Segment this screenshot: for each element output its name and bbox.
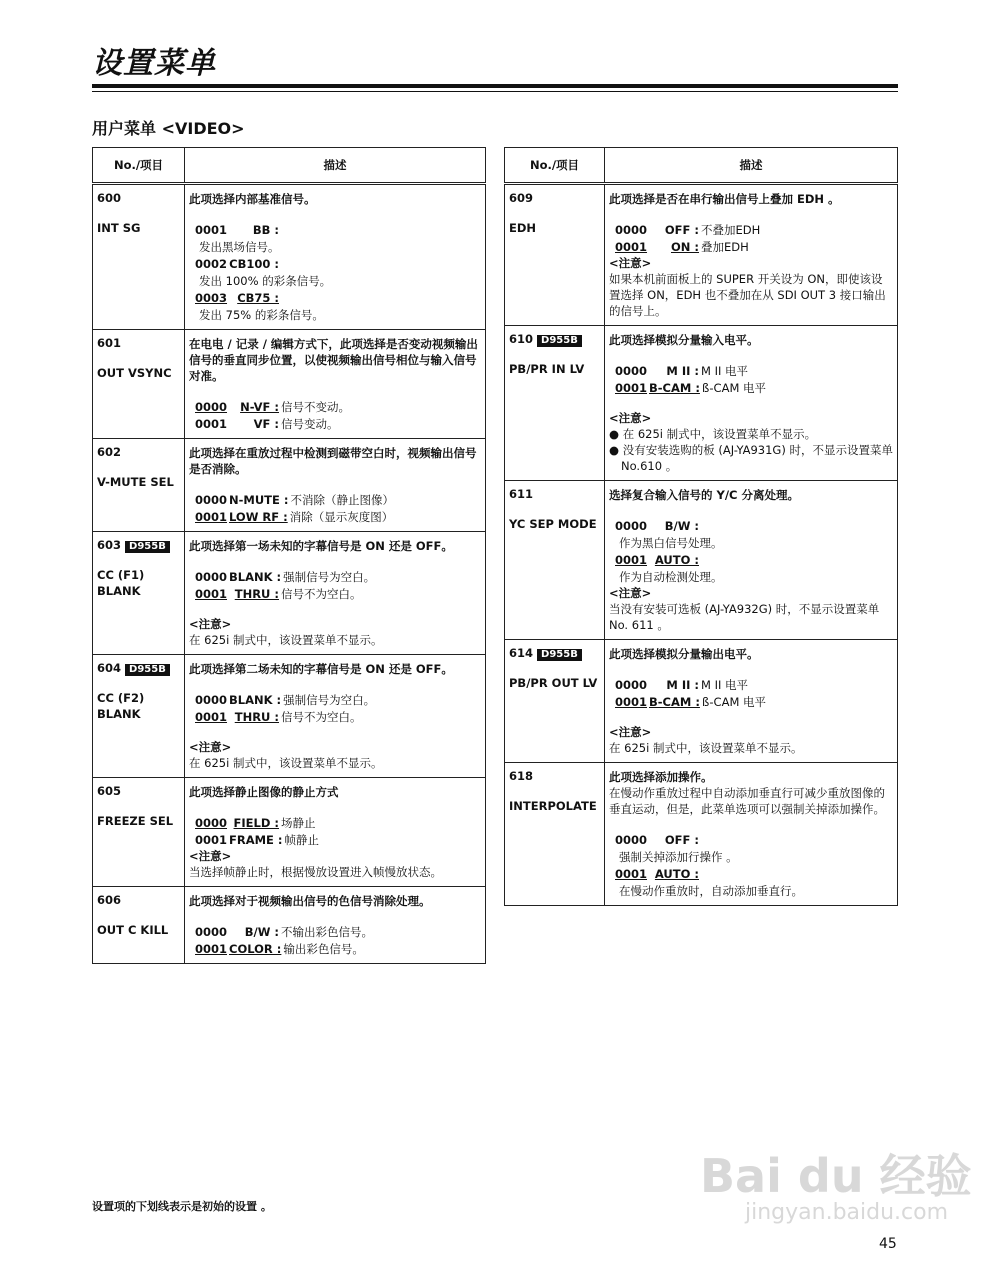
option-line <box>609 380 893 396</box>
spacer <box>189 725 481 739</box>
note-content: 在 625i 制式中，该设置菜单不显示。 <box>189 633 383 647</box>
option-description: 作为黑白信号处理。 <box>619 536 723 550</box>
spacer <box>189 800 481 814</box>
spacer <box>609 817 893 831</box>
menu-item-name: INT SG <box>97 221 141 235</box>
note-text <box>189 632 481 648</box>
spacer <box>189 909 481 923</box>
menu-number-cell <box>93 184 185 330</box>
spacer <box>609 396 893 410</box>
option-name: LOW RF : <box>229 510 288 524</box>
option-description: 发出 75% 的彩条信号。 <box>199 308 324 322</box>
option-line <box>189 832 481 848</box>
option-code: 0001 <box>195 510 228 524</box>
option-code: 0001 <box>195 942 228 956</box>
spacer <box>189 554 481 568</box>
menu-number-cell <box>505 763 605 906</box>
option-name: B/W : <box>664 519 699 533</box>
menu-number-cell <box>93 655 185 778</box>
left-menu-table <box>92 147 486 964</box>
option-name: THRU : <box>234 710 279 724</box>
option-line <box>189 692 481 708</box>
option-name: VF : <box>253 417 279 431</box>
watermark-url: jingyan.baidu.com <box>745 1200 949 1225</box>
description-body: 在慢动作重放过程中自动添加垂直行可减少重放图像的垂直运动，但是，此菜单选项可以强制关掉添加操作。 <box>609 786 885 816</box>
option-description: M II 电平 <box>701 678 749 692</box>
page-number: 45 <box>879 1236 897 1252</box>
spacer <box>609 348 893 362</box>
menu-item-name: OUT VSYNC <box>97 366 172 380</box>
option-code: 0000 <box>615 519 648 533</box>
menu-row <box>505 481 898 640</box>
menu-row <box>93 330 486 439</box>
option-line <box>189 815 481 831</box>
menu-number-cell <box>505 481 605 640</box>
option-description: 叠加EDH <box>701 240 749 254</box>
option-code: 0000 <box>195 493 228 507</box>
menu-row <box>93 439 486 532</box>
option-line <box>609 363 893 379</box>
option-code: 0003 <box>195 291 228 305</box>
spacer <box>609 207 893 221</box>
model-badge: D955B <box>125 664 170 676</box>
col-header-no: No./项目 <box>93 148 185 184</box>
option-name: AUTO : <box>654 553 699 567</box>
option-line <box>609 222 893 238</box>
option-code: 0000 <box>195 400 228 414</box>
menu-description-cell <box>605 326 898 481</box>
menu-number: 614 <box>509 646 534 660</box>
option-name: BB : <box>252 223 279 237</box>
menu-number: 611 <box>509 487 534 501</box>
menu-item-name: YC SEP MODE <box>509 517 597 531</box>
col-header-desc: 描述 <box>605 148 898 184</box>
option-name: B-CAM : <box>649 695 700 709</box>
option-code: 0001 <box>195 417 228 431</box>
option-code: 0000 <box>195 570 228 584</box>
menu-number-cell <box>505 640 605 763</box>
option-code: 0001 <box>615 695 648 709</box>
option-description: 强制关掉添加行操作 。 <box>619 850 738 864</box>
option-description: M II 电平 <box>701 364 749 378</box>
menu-description-cell <box>185 439 486 532</box>
spacer <box>189 677 481 691</box>
description-heading: 此项选择是否在串行输出信号上叠加 EDH 。 <box>609 192 840 206</box>
spacer <box>189 207 481 221</box>
spacer <box>189 602 481 616</box>
menu-item-name: PB/PR OUT LV <box>509 676 598 690</box>
option-description: 强制信号为空白。 <box>283 693 376 707</box>
option-description: 作为自动检测处理。 <box>619 570 723 584</box>
option-description: 输出彩色信号。 <box>283 942 364 956</box>
option-line <box>189 924 481 940</box>
menu-description-cell <box>605 481 898 640</box>
menu-number-cell <box>505 326 605 481</box>
menu-item-name: EDH <box>509 221 537 235</box>
note-content: 如果本机前面板上的 SUPER 开关设为 ON，即使该设置选择 ON，EDH 也不叠加在从 SDI OUT 3 接口输出的信号上。 <box>609 272 886 318</box>
option-line <box>189 492 481 508</box>
description-heading: 此项选择模拟分量输出电平。 <box>609 647 759 661</box>
option-line <box>189 569 481 585</box>
option-description: 帧静止 <box>284 833 320 847</box>
note-text <box>609 442 893 474</box>
menu-description-cell <box>185 532 486 655</box>
option-description: ß-CAM 电平 <box>701 695 767 709</box>
option-description: 不消除（静止图像） <box>290 493 394 507</box>
description-heading: 此项选择模拟分量输入电平。 <box>609 333 759 347</box>
option-description: 在慢动作重放时，自动添加垂直行。 <box>619 884 803 898</box>
note-content: 没有安装选购的板 (AJ-YA931G) 时，不显示设置菜单 No.610 。 <box>621 443 893 473</box>
menu-item-name: CC (F1) BLANK <box>97 568 145 598</box>
option-code: 0001 <box>195 833 228 847</box>
option-name: AUTO : <box>654 867 699 881</box>
menu-row <box>505 640 898 763</box>
menu-number-cell <box>93 439 185 532</box>
option-code: 0001 <box>615 240 648 254</box>
menu-description-cell <box>185 778 486 887</box>
option-code: 0001 <box>615 553 648 567</box>
note-heading: <注意> <box>189 849 232 863</box>
option-line <box>189 941 481 957</box>
option-line <box>609 239 893 255</box>
option-name: OFF : <box>664 223 699 237</box>
menu-description-cell <box>185 330 486 439</box>
menu-description-cell <box>185 655 486 778</box>
note-heading: <注意> <box>609 411 652 425</box>
model-badge: D955B <box>537 335 582 347</box>
description-heading: 此项选择内部基准信号。 <box>189 192 316 206</box>
menu-row <box>505 326 898 481</box>
option-code: 0001 <box>615 381 648 395</box>
menu-number-cell <box>93 887 185 964</box>
option-code: 0000 <box>195 693 228 707</box>
description-heading: 此项选择第一场未知的字幕信号是 ON 还是 OFF。 <box>189 539 453 553</box>
spacer <box>609 662 893 676</box>
option-description: 信号不变动。 <box>281 400 350 414</box>
spacer <box>609 710 893 724</box>
col-header-desc: 描述 <box>185 148 486 184</box>
option-description: 信号不为空白。 <box>281 710 362 724</box>
option-line <box>189 290 481 306</box>
menu-number: 601 <box>97 336 122 350</box>
menu-number-cell <box>93 532 185 655</box>
note-heading: <注意> <box>609 725 652 739</box>
spacer <box>609 503 893 517</box>
option-name: N-MUTE : <box>229 493 289 507</box>
menu-description-cell <box>605 640 898 763</box>
option-description: 发出 100% 的彩条信号。 <box>199 274 332 288</box>
menu-row <box>93 887 486 964</box>
option-description: 不输出彩色信号。 <box>281 925 373 939</box>
menu-description-cell <box>605 184 898 326</box>
menu-description-cell <box>185 887 486 964</box>
title-rule <box>92 84 898 88</box>
option-code: 0000 <box>615 678 648 692</box>
option-code: 0001 <box>195 587 228 601</box>
description-heading: 选择复合输入信号的 Y/C 分离处理。 <box>609 488 799 502</box>
right-menu-table <box>504 147 898 906</box>
option-name: B-CAM : <box>649 381 700 395</box>
option-line <box>189 709 481 725</box>
note-text <box>189 864 481 880</box>
option-description: 强制信号为空白。 <box>283 570 376 584</box>
option-line <box>609 694 893 710</box>
description-heading: 此项选择静止图像的静止方式 <box>189 785 339 799</box>
footer-note: 设置项的下划线表示是初始的设置 。 <box>92 1200 272 1213</box>
option-code: 0000 <box>195 925 228 939</box>
option-line <box>609 866 893 882</box>
note-content: 在 625i 制式中，该设置菜单不显示。 <box>609 741 803 755</box>
note-content: 当没有安装可选板 (AJ-YA932G) 时，不显示设置菜单 No. 611 。 <box>609 602 880 632</box>
menu-item-name: V-MUTE SEL <box>97 475 174 489</box>
section-title: 用户菜单 <VIDEO> <box>92 119 245 138</box>
option-name: M II : <box>666 364 699 378</box>
note-heading: <注意> <box>189 740 232 754</box>
note-content: 在 625i 制式中，该设置菜单不显示。 <box>622 427 817 441</box>
note-content: 在 625i 制式中，该设置菜单不显示。 <box>189 756 383 770</box>
spacer <box>189 477 481 491</box>
option-line <box>189 416 481 432</box>
spacer <box>189 384 481 398</box>
option-line <box>189 399 481 415</box>
page-title: 设置菜单 <box>92 46 216 81</box>
menu-description-cell <box>605 763 898 906</box>
option-name: N-VF : <box>240 400 279 414</box>
menu-number-cell <box>93 330 185 439</box>
menu-description-cell <box>185 184 486 330</box>
description-heading: 此项选择对于视频输出信号的色信号消除处理。 <box>189 894 431 908</box>
option-code: 0000 <box>195 816 228 830</box>
option-code: 0000 <box>615 364 648 378</box>
option-name: COLOR : <box>229 942 282 956</box>
option-name: ON : <box>670 240 699 254</box>
note-text <box>609 426 893 442</box>
note-heading: <注意> <box>189 617 232 631</box>
model-badge: D955B <box>125 541 170 553</box>
option-code: 0000 <box>615 833 648 847</box>
option-name: B/W : <box>244 925 279 939</box>
note-content: 当选择帧静止时，根据慢放设置进入帧慢放状态。 <box>189 865 442 879</box>
menu-row <box>93 184 486 330</box>
option-line <box>609 832 893 848</box>
note-text <box>189 755 481 771</box>
menu-item-name: CC (F2) BLANK <box>97 691 145 721</box>
note-heading: <注意> <box>609 256 652 270</box>
option-line <box>189 222 481 238</box>
menu-row <box>505 763 898 906</box>
option-line <box>189 256 481 272</box>
option-line <box>609 552 893 568</box>
description-heading: 此项选择第二场未知的字幕信号是 ON 还是 OFF。 <box>189 662 453 676</box>
menu-item-name: PB/PR IN LV <box>509 362 585 376</box>
bullet-icon: ● <box>609 427 623 441</box>
option-description: 发出黑场信号。 <box>199 240 280 254</box>
option-description: 消除（显示灰度图） <box>289 510 394 524</box>
option-description: 不叠加EDH <box>701 223 761 237</box>
option-description: 场静止 <box>281 816 316 830</box>
col-header-no: No./项目 <box>505 148 605 184</box>
menu-item-name: INTERPOLATE <box>509 799 597 813</box>
description-heading: 在电电 / 记录 / 编辑方式下，此项选择是否变动视频输出信号的垂直同步位置，以使视频输出信号相位与输入信号对准。 <box>189 337 478 383</box>
menu-number: 609 <box>509 191 534 205</box>
option-name: CB75 : <box>237 291 279 305</box>
menu-number: 603 <box>97 538 122 552</box>
option-line <box>609 518 893 534</box>
title-rule-thin <box>92 91 898 92</box>
description-heading: 此项选择添加操作。 <box>609 770 713 784</box>
menu-number-cell <box>93 778 185 887</box>
model-badge: D955B <box>537 649 582 661</box>
menu-row <box>93 778 486 887</box>
menu-number: 604 <box>97 661 122 675</box>
menu-number: 602 <box>97 445 122 459</box>
menu-number: 600 <box>97 191 122 205</box>
note-heading: <注意> <box>609 586 652 600</box>
option-name: BLANK : <box>229 693 282 707</box>
menu-row <box>93 532 486 655</box>
note-text <box>609 271 893 319</box>
menu-row <box>93 655 486 778</box>
option-code: 0000 <box>615 223 648 237</box>
option-description: 信号不为空白。 <box>281 587 362 601</box>
option-code: 0001 <box>195 710 228 724</box>
option-code: 0001 <box>615 867 648 881</box>
menu-number-cell <box>505 184 605 326</box>
menu-number: 610 <box>509 332 534 346</box>
option-name: FRAME : <box>229 833 283 847</box>
option-name: CB100 : <box>229 257 279 271</box>
option-code: 0002 <box>195 257 228 271</box>
bullet-icon: ● <box>609 443 623 457</box>
option-name: M II : <box>666 678 699 692</box>
option-line <box>189 509 481 525</box>
option-name: FIELD : <box>233 816 279 830</box>
option-description: 信号变动。 <box>281 417 339 431</box>
option-name: THRU : <box>234 587 279 601</box>
option-name: OFF : <box>664 833 699 847</box>
description-heading: 此项选择在重放过程中检测到磁带空白时，视频输出信号是否消除。 <box>189 446 477 476</box>
note-text <box>609 740 893 756</box>
menu-number: 618 <box>509 769 534 783</box>
menu-number: 605 <box>97 784 122 798</box>
option-line <box>609 677 893 693</box>
menu-item-name: OUT C KILL <box>97 923 169 937</box>
option-name: BLANK : <box>229 570 282 584</box>
menu-row <box>505 184 898 326</box>
option-code: 0001 <box>195 223 228 237</box>
option-line <box>189 586 481 602</box>
watermark-logo: Bai du 经验 <box>700 1149 972 1203</box>
menu-number: 606 <box>97 893 122 907</box>
note-text <box>609 601 893 633</box>
option-description: ß-CAM 电平 <box>701 381 767 395</box>
menu-item-name: FREEZE SEL <box>97 814 174 828</box>
